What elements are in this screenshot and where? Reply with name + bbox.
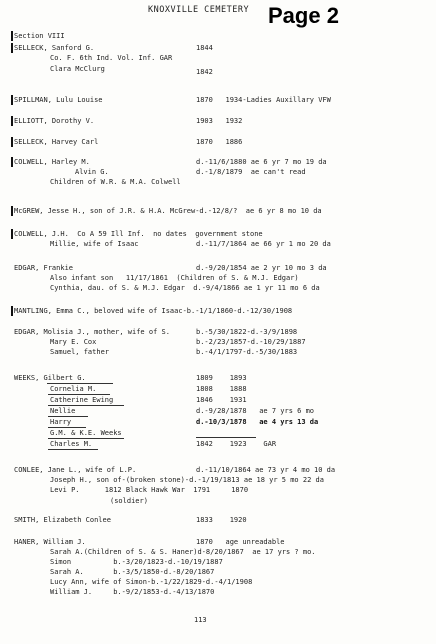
entry-dates: d.-9/20/1854 ae 2 yr 10 mo 3 da xyxy=(196,264,327,272)
entry-name: SELLECK, Sanford G. xyxy=(14,44,95,52)
entry-name: SMITH, Elizabeth Conlee xyxy=(14,516,111,524)
underline xyxy=(48,405,124,406)
entry-dates: b.-5/30/1822-d.-3/9/1898 xyxy=(196,328,298,336)
weeks-dates: d.-9/28/1878 ae 7 yrs 6 mo xyxy=(196,407,315,415)
entry-line: COLWELL, J.H. Co A 59 Ill Inf. no dates government stone xyxy=(14,230,263,238)
weeks-name: Cornelia M. xyxy=(50,385,97,393)
entry-dates: d.-11/7/1864 ae 66 yr 1 mo 20 da xyxy=(196,240,331,248)
entry-dates: d.-11/10/1864 ae 73 yr 4 mo 10 da xyxy=(196,466,336,474)
weeks-name: Charles M. xyxy=(50,440,93,448)
entry-name: HANER, William J. xyxy=(14,538,86,546)
underline xyxy=(47,383,113,384)
entry-line: Lucy Ann, wife of Simon-b.-1/22/1829-d.-4/1/1908 xyxy=(50,578,253,586)
entry-year: 1844 xyxy=(196,44,213,52)
entry-line: Levi P. 1812 Black Hawk War 1791 1870 xyxy=(50,486,249,494)
weeks-dates: 1808 1888 xyxy=(196,385,247,393)
margin-mark xyxy=(11,95,13,105)
weeks-dates: 1842 1923 GAR xyxy=(196,440,277,448)
entry-dates: b.-4/1/1797-d.-5/30/1883 xyxy=(196,348,298,356)
underline xyxy=(48,427,86,428)
entry-line: Clara McClurg xyxy=(50,65,105,73)
entry-line: Cynthia, dau. of S. & M.J. Edgar d.-9/4/1866 ae 1 yr 11 mo 6 da xyxy=(50,284,320,292)
page-title: KNOXVILLE CEMETERY xyxy=(148,5,250,15)
entry-name: CONLEE, Jane L., wife of L.P. xyxy=(14,466,137,474)
weeks-dates: 1809 1893 xyxy=(196,374,247,382)
entry-line: Joseph H., son of-(broken stone)-d.-1/19/1813 ae 18 yr 5 mo 22 da xyxy=(50,476,324,484)
weeks-name: Catherine Ewing xyxy=(50,396,114,404)
entry-dates: b.-2/23/1857-d.-10/29/1887 xyxy=(196,338,306,346)
entry-line: Mary E. Cox xyxy=(50,338,97,346)
entry-dates: d.-1/8/1879 ae can't read xyxy=(196,168,306,176)
underline xyxy=(48,449,98,450)
entry-line: Millie, wife of Isaac xyxy=(50,240,139,248)
margin-mark xyxy=(11,306,13,316)
entry-years: 1903 1932 xyxy=(196,117,243,125)
entry-line: Simon b.-3/20/1823-d.-10/19/1887 xyxy=(50,558,223,566)
entry-years: 1833 1920 xyxy=(196,516,247,524)
entry-line: Sarah A. b.-3/5/1850-d.-8/20/1867 xyxy=(50,568,215,576)
margin-mark xyxy=(11,137,13,147)
entry-line: Also infant son 11/17/1861 (Children of S. & M.J. Edgar) xyxy=(50,274,299,282)
entry-dates: d.-11/6/1880 ae 6 yr 7 mo 19 da xyxy=(196,158,327,166)
entry-line: William J. b.-9/2/1853-d.-4/13/1870 xyxy=(50,588,215,596)
entry-name: EDGAR, Molisia J., mother, wife of S. xyxy=(14,328,170,336)
entry-years: 1870 1934-Ladies Auxillary VFW xyxy=(196,96,331,104)
entry-name: ELLIOTT, Dorothy V. xyxy=(14,117,95,125)
entry-line: Co. F. 6th Ind. Vol. Inf. GAR xyxy=(50,54,173,62)
entry-line: Samuel, father xyxy=(50,348,110,356)
entry-year: 1842 xyxy=(196,68,213,76)
section-heading: Section VIII xyxy=(14,32,65,40)
page-number: 113 xyxy=(194,616,207,624)
underline xyxy=(48,416,88,417)
entry-line: MANTLING, Emma C., beloved wife of Isaac-b.-1/1/1860-d.-12/30/1908 xyxy=(14,307,293,315)
entry-years: 1870 1886 xyxy=(196,138,243,146)
page-label: Page 2 xyxy=(268,3,339,28)
margin-mark xyxy=(11,116,13,126)
weeks-name: Nellie xyxy=(50,407,76,415)
entry-name: COLWELL, Harley M. xyxy=(14,158,90,166)
weeks-dates: d.-10/3/1878 ae 4 yrs 13 da xyxy=(196,418,319,426)
underline xyxy=(48,394,110,395)
entry-line: (soldier) xyxy=(110,497,148,505)
margin-mark xyxy=(11,43,13,53)
weeks-name: Harry xyxy=(50,418,72,426)
entry-line: Sarah A.(Children of S. & S. Haner)d-8/20/1867 ae 17 yrs ? mo. xyxy=(50,548,316,556)
underline xyxy=(196,437,256,438)
weeks-name: WEEKS, Gilbert G. xyxy=(14,374,86,382)
entry-line: McGREW, Jesse H., son of J.R. & H.A. McGrew-d.-12/8/? ae 6 yr 8 mo 10 da xyxy=(14,207,322,215)
entry-name: SELLECK, Harvey Carl xyxy=(14,138,99,146)
underline xyxy=(48,438,124,439)
margin-mark xyxy=(11,229,13,239)
entry-line: Children of W.R. & M.A. Colwell xyxy=(50,178,181,186)
margin-mark xyxy=(11,157,13,167)
weeks-dates: 1846 1931 xyxy=(196,396,247,404)
weeks-name: G.M. & K.E. Weeks xyxy=(50,429,122,437)
entry-line: Alvin G. xyxy=(75,168,109,176)
entry-name: SPILLMAN, Lulu Louise xyxy=(14,96,103,104)
entry-dates: 1870 age unreadable xyxy=(196,538,285,546)
entry-name: EDGAR, Frankie xyxy=(14,264,74,272)
margin-mark xyxy=(11,206,13,216)
margin-mark xyxy=(11,31,13,41)
